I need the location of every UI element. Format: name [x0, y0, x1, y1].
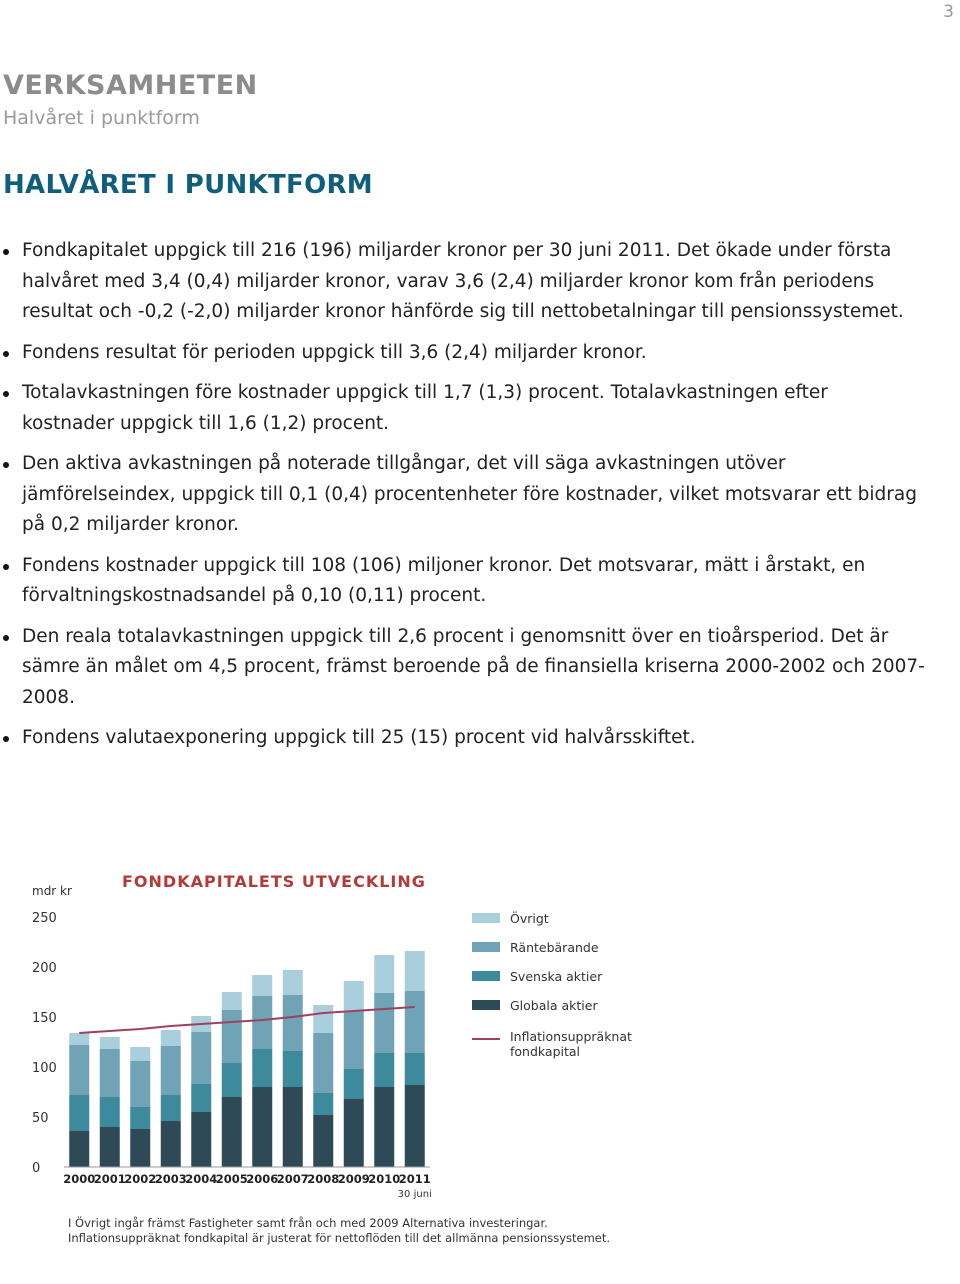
summary-bullet: Fondens resultat för perioden uppgick till 3,6 (2,4) miljarder kronor. [0, 338, 925, 369]
bar-segment [283, 970, 303, 995]
legend-label: Övrigt [510, 911, 549, 926]
summary-list [0, 236, 925, 764]
legend-label: Inflationsuppräknat [510, 1029, 632, 1044]
section-title: VERKSAMHETEN [3, 70, 258, 101]
bar-segment [252, 1049, 272, 1087]
summary-bullet: Fondens kostnader uppgick till 108 (106) miljoner kronor. Det motsvarar, mätt i årstakt, en förvaltningskostnadsandel på 0,10 (0,11) procent. [0, 551, 925, 612]
bar-segment [161, 1030, 181, 1046]
bar-segment [313, 1115, 333, 1167]
bar-segment [100, 1097, 120, 1127]
bar-segment [313, 1005, 333, 1033]
bar-segment [69, 1045, 89, 1095]
bar-segment [161, 1095, 181, 1121]
bar-segment [283, 1051, 303, 1087]
summary-bullet: Fondkapitalet uppgick till 216 (196) miljarder kronor per 30 juni 2011. Det ökade under första halvåret med 3,4 (0,4) miljarder kronor, varav 3,6 (2,4) miljarder kronor kom från periodens resultat och -0,2 (-2,0) miljarder kronor hänförde sig till nettobetalningar till pensionssystemet. [0, 236, 925, 328]
page-number: 3 [943, 2, 954, 22]
legend-swatch [472, 913, 500, 923]
bar-segment [313, 1093, 333, 1115]
x-tick-label: 2006 [246, 1172, 279, 1186]
x-tick-label: 2007 [276, 1172, 309, 1186]
legend-label: Räntebärande [510, 940, 599, 955]
x-tick-note: 30 juni [397, 1189, 432, 1200]
inflation-line [79, 1007, 415, 1033]
summary-bullet: Den reala totalavkastningen uppgick till 2,6 procent i genomsnitt över en tioårsperiod. Det är sämre än målet om 4,5 procent, främst beroende på de finansiella kriserna 2000-2002 och 2007-2008. [0, 622, 925, 714]
chart-title: FONDKAPITALETS UTVECKLING [122, 872, 426, 891]
x-tick-label: 2003 [154, 1172, 187, 1186]
x-tick-label: 2009 [337, 1172, 370, 1186]
bar-segment [374, 1053, 394, 1087]
legend-swatch [472, 942, 500, 952]
bar-segment [405, 951, 425, 991]
summary-bullet: Fondens valutaexponering uppgick till 25 (15) procent vid halvårsskiftet. [0, 723, 925, 754]
page-heading: HALVÅRET I PUNKTFORM [3, 170, 373, 200]
bar-segment [313, 1033, 333, 1093]
y-tick-label: 50 [32, 1111, 49, 1126]
bar-segment [69, 1033, 89, 1045]
x-tick-label: 2011 [398, 1172, 431, 1186]
summary-bullet: Den aktiva avkastningen på noterade tillgångar, det vill säga avkastningen utöver jämförelseindex, uppgick till 0,1 (0,4) procentenheter före kostnader, vilket motsvarar ett bidrag på 0,2 miljarder kronor. [0, 449, 925, 541]
bar-segment [191, 1032, 211, 1084]
bar-segment [344, 981, 364, 1011]
legend-label: fondkapital [510, 1044, 581, 1059]
legend-label: Globala aktier [510, 998, 598, 1013]
summary-bullet: Totalavkastningen före kostnader uppgick till 1,7 (1,3) procent. Totalavkastningen efter kostnader uppgick till 1,6 (1,2) procent. [0, 378, 925, 439]
x-tick-label: 2010 [368, 1172, 401, 1186]
bar-segment [130, 1061, 150, 1107]
bar-segment [161, 1046, 181, 1095]
bar-segment [252, 975, 272, 996]
bar-segment [405, 1085, 425, 1167]
bar-segment [283, 1087, 303, 1167]
legend-label: Svenska aktier [510, 969, 603, 984]
bar-segment [374, 955, 394, 993]
bar-segment [252, 996, 272, 1049]
bar-segment [222, 992, 242, 1010]
bar-segment [130, 1129, 150, 1167]
bar-segment [344, 1011, 364, 1069]
fund-capital-chart [0, 850, 960, 1260]
bar-segment [344, 1099, 364, 1167]
bar-segment [283, 995, 303, 1051]
bar-segment [161, 1121, 181, 1167]
bar-segment [374, 1087, 394, 1167]
bar-segment [69, 1095, 89, 1131]
bar-segment [100, 1037, 120, 1049]
y-axis-label: mdr kr [32, 884, 72, 898]
y-tick-label: 200 [32, 961, 57, 976]
bar-segment [100, 1127, 120, 1167]
x-tick-label: 2002 [124, 1172, 157, 1186]
chart-footnote: Inflationsuppräknat fondkapital är justerat för nettoflöden till det allmänna pensionssystemet. [68, 1231, 611, 1245]
bar-segment [222, 1063, 242, 1097]
y-tick-label: 250 [32, 911, 57, 926]
bar-segment [222, 1097, 242, 1167]
bar-segment [252, 1087, 272, 1167]
bar-segment [130, 1047, 150, 1061]
y-tick-label: 100 [32, 1061, 57, 1076]
x-tick-label: 2005 [215, 1172, 248, 1186]
chart-footnote: I Övrigt ingår främst Fastigheter samt från och med 2009 Alternativa investeringar. [68, 1216, 548, 1230]
bar-segment [100, 1049, 120, 1097]
legend-swatch [472, 1000, 500, 1010]
y-tick-label: 150 [32, 1011, 57, 1026]
x-tick-label: 2004 [185, 1172, 218, 1186]
bar-segment [69, 1131, 89, 1167]
section-subtitle: Halvåret i punktform [3, 107, 200, 129]
bar-segment [191, 1084, 211, 1112]
x-tick-label: 2008 [307, 1172, 340, 1186]
bar-segment [130, 1107, 150, 1129]
bar-segment [374, 993, 394, 1053]
bar-segment [191, 1112, 211, 1167]
legend-swatch [472, 971, 500, 981]
bar-segment [405, 991, 425, 1053]
bar-segment [222, 1010, 242, 1063]
fund-capital-chart-svg [0, 850, 960, 1260]
x-tick-label: 2000 [63, 1172, 96, 1186]
bar-segment [405, 1053, 425, 1085]
y-tick-label: 0 [32, 1161, 41, 1176]
bar-segment [344, 1069, 364, 1099]
x-tick-label: 2001 [93, 1172, 126, 1186]
